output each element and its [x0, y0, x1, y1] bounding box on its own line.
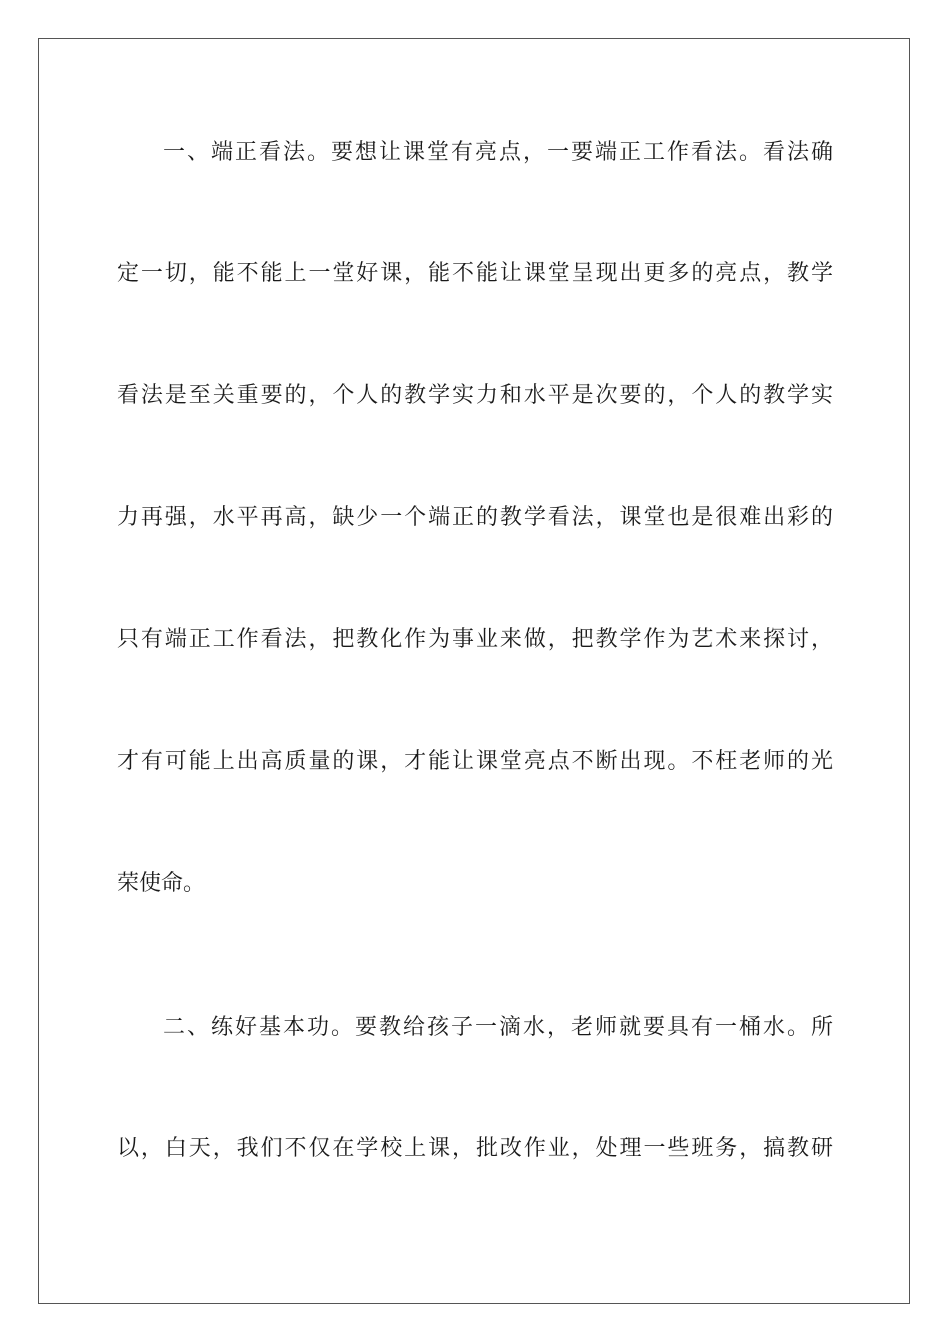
paragraph-2-line-1: 二、练好基本功。要教给孩子一滴水，老师就要具有一桶水。所 [163, 1015, 833, 1040]
paragraph-1-line-2: 定一切，能不能上一堂好课，能不能让课堂呈现出更多的亮点，教学 [117, 261, 833, 286]
paragraph-1-line-3: 看法是至关重要的，个人的教学实力和水平是次要的，个人的教学实 [117, 383, 833, 408]
paragraph-1-line-7: 荣使命。 [117, 871, 206, 896]
paragraph-1-line-5: 只有端正工作看法，把教化作为事业来做，把教学作为艺术来探讨， [117, 627, 833, 652]
paragraph-1-line-4: 力再强，水平再高，缺少一个端正的教学看法，课堂也是很难出彩的 [117, 505, 833, 530]
paragraph-1-line-1: 一、端正看法。要想让课堂有亮点，一要端正工作看法。看法确 [163, 140, 833, 165]
page-border [38, 38, 910, 1304]
paragraph-1-line-6: 才有可能上出高质量的课，才能让课堂亮点不断出现。不枉老师的光 [117, 749, 833, 774]
paragraph-2-line-2: 以，白天，我们不仅在学校上课，批改作业，处理一些班务，搞教研 [117, 1136, 833, 1161]
